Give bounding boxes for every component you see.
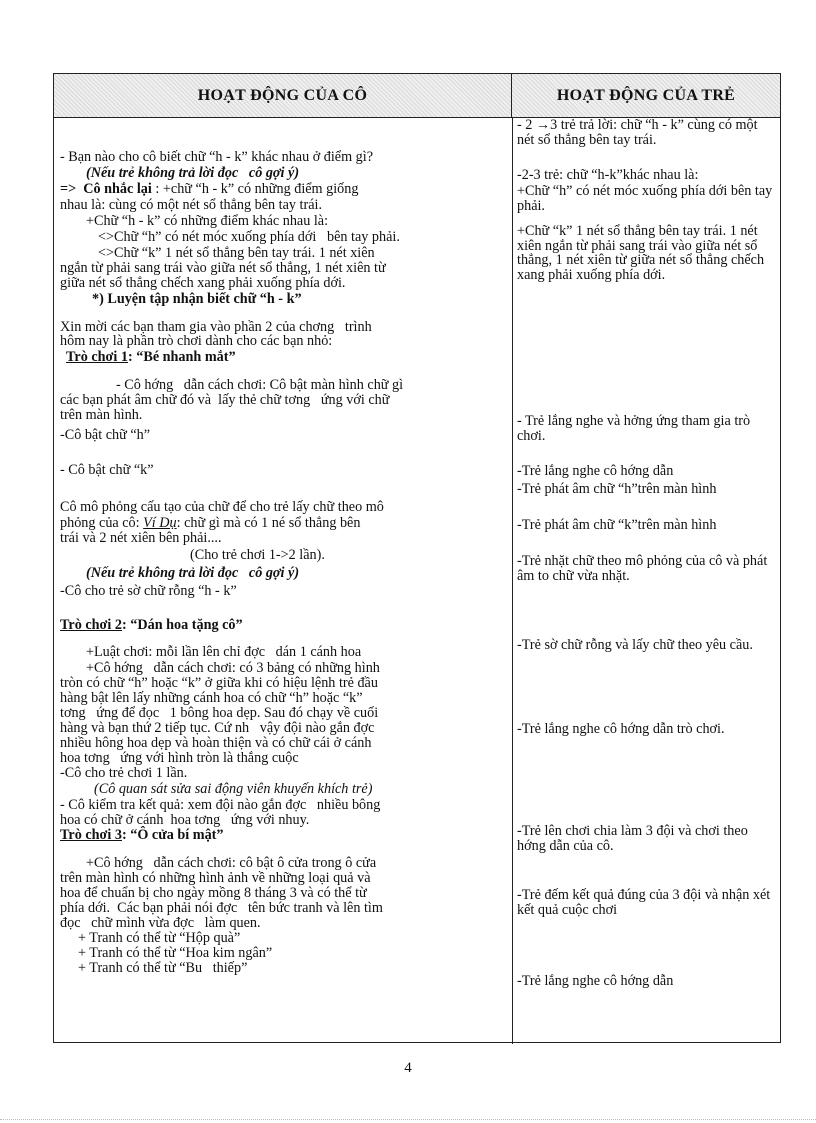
text-line: phía dới. Các bạn phải nói đợc tên bức tranh và lên tìm	[60, 900, 383, 916]
text-line: trên màn hình.	[60, 407, 143, 423]
text-line: <>Chữ “k” 1 nét sổ thẳng bên tay trái. 1 nét xiên	[98, 245, 375, 261]
text-line: trên màn hình có những hình ảnh về những loại quả và	[60, 870, 371, 886]
text-line: các bạn phát âm chữ đó và lấy thẻ chữ tơng ứng với chữ	[60, 392, 390, 408]
game-label: Trò chơi 1	[66, 349, 128, 365]
game-title	[60, 828, 224, 843]
text-line: hôm nay là phần trò chơi dành cho các bạn nhỏ:	[60, 333, 333, 349]
text-block: - 2 →3 trẻ trả lời: chữ “h - k” cùng có một nét sổ thẳng bên tay trái.	[517, 117, 758, 148]
text-span: phỏng của cô:	[60, 515, 144, 531]
table-header-row	[54, 74, 780, 118]
text-line: hoa để chuẩn bị cho ngày mồng 8 tháng 3 và có thể từ	[60, 885, 367, 901]
game-label: Trò chơi 3	[60, 827, 122, 843]
game-title	[66, 350, 236, 365]
header-child-activity: HOẠT ĐỘNG CỦA TRẺ	[556, 87, 736, 104]
text-line: giữa nét sổ thẳng chếch xang phải xuống phía dới.	[60, 275, 346, 291]
text-block: -Trẻ sờ chữ rỗng và lấy chữ theo yêu cầu.	[517, 637, 753, 653]
text-line: (Nếu trẻ không trả lời đọc cô gợi ý)	[86, 165, 300, 181]
text-line: +Chữ “h - k” có những điểm khác nhau là:	[86, 213, 329, 229]
text-block: -Trẻ lắng nghe cô hớng dẫn	[517, 973, 674, 989]
activity-table	[53, 73, 781, 1043]
column-divider	[512, 118, 513, 1044]
text-line: + Tranh có thể từ “Hộp quà”	[78, 930, 241, 946]
page-number: 4	[404, 1060, 412, 1076]
text-line: hàng bật lên lấy những cánh hoa có chữ “h” hoặc “k”	[60, 690, 363, 706]
text-line: hoa tơng ứng với hình tròn là thắng cuộc	[60, 750, 299, 766]
text-line: - Cô hớng dẫn cách chơi: Cô bật màn hình chữ gì	[116, 377, 404, 393]
text-line: + Tranh có thể từ “Bu thiếp”	[78, 960, 248, 976]
text-line: (Cô quan sát sửa sai động viên khuyến khích trẻ)	[94, 781, 373, 797]
text-block: -Trẻ lắng nghe cô hớng dẫn trò chơi.	[517, 721, 725, 737]
text-line: +Cô hớng dẫn cách chơi: có 3 bảng có những hình	[86, 660, 380, 676]
page-bottom-border	[0, 1119, 816, 1120]
text-line: - Cô kiểm tra kết quả: xem đội nào gắn đợc nhiều bông	[60, 797, 381, 813]
text-block: -Trẻ lắng nghe cô hớng dẫn	[517, 463, 674, 479]
text-line: tròn có chữ “h” hoặc “k” ở giữa khi có hiệu lệnh trẻ đầu	[60, 675, 378, 691]
game-name: : “Bé nhanh mắt”	[127, 349, 236, 365]
game-title	[60, 618, 243, 633]
text-line: - Bạn nào cho cô biết chữ “h - k” khác nhau ở điểm gì?	[60, 149, 374, 165]
text-block: +Chữ “k” 1 nét sổ thẳng bên tay trái. 1 nét xiên ngắn từ phải sang trái vào giữa nét sổ thẳng, 1 nét xiên từ giữa nét sổ thẳng chếch xang phải xuống phía dới.	[517, 223, 765, 283]
text-block: -Trẻ phát âm chữ “k”trên màn hình	[517, 517, 717, 533]
game-label: Trò chơi 2	[60, 617, 122, 633]
text-line	[60, 182, 358, 197]
text-line: (Nếu trẻ không trả lời đọc cô gợi ý)	[86, 565, 300, 581]
text-line: +Luật chơi: mỗi lần lên chỉ đợc dán 1 cánh hoa	[86, 644, 362, 660]
text-line: -Cô bật chữ “h”	[60, 427, 151, 443]
text-span: : +chữ “h - k” có những điểm giống	[151, 181, 359, 197]
text-block: -Trẻ phát âm chữ “h”trên màn hình	[517, 481, 717, 497]
text-span: : chữ gì mà có 1 né sổ thẳng bên	[176, 515, 361, 531]
text-line: <>Chữ “h” có nét móc xuống phía dới bên tay phải.	[98, 229, 400, 245]
section-heading: *) Luyện tập nhận biết chữ “h - k”	[92, 291, 302, 307]
text-line: Cô mô phỏng cấu tạo của chữ để cho trẻ lấy chữ theo mô	[60, 499, 384, 515]
game-name: : “Dán hoa tặng cô”	[121, 617, 243, 633]
text-line: trái và 2 nét xiên bên phải....	[60, 530, 222, 546]
emphasis-text: => Cô nhắc lại	[60, 181, 152, 197]
text-block: -Trẻ đếm kết quả đúng của 3 đội và nhận xét kết quả cuộc chơi	[517, 887, 771, 918]
text-line: -Cô cho trẻ chơi 1 lần.	[60, 765, 188, 781]
header-teacher-activity: HOẠT ĐỘNG CỦA CÔ	[54, 74, 512, 118]
text-line: hàng và bạn thứ 2 tiếp tục. Cứ nh vậy đội nào gắn đợc	[60, 720, 375, 736]
text-block: -Trẻ lên chơi chia làm 3 đội và chơi theo hớng dẫn của cô.	[517, 823, 748, 854]
text-line: ngắn từ phải sang trái vào giữa nét sổ thẳng, 1 nét xiên từ	[60, 260, 386, 276]
text-block: +Chữ “h” có nét móc xuống phía dới bên tay phải.	[517, 183, 773, 214]
text-line: nhau là: cùng có một nét sổ thẳng bên tay trái.	[60, 197, 323, 213]
text-line: hoa có chữ ở cánh hoa tơng ứng với nhuy.	[60, 812, 310, 828]
text-line: Xin mời các bạn tham gia vào phần 2 của chơng trình	[60, 319, 372, 335]
text-line: nhiều hông hoa dẹp và hoàn thiện và có chữ cái ở cánh	[60, 735, 372, 751]
text-block: -2-3 trẻ: chữ “h-k”khác nhau là:	[517, 167, 699, 183]
text-line	[60, 516, 360, 531]
text-line: tơng ứng để đọc 1 bông hoa dẹp. Sau đó chạy về cuối	[60, 705, 379, 721]
text-line: -Cô cho trẻ sờ chữ rỗng “h - k”	[60, 583, 237, 599]
text-line: - Cô bật chữ “k”	[60, 462, 154, 478]
example-label: Ví Dụ	[143, 515, 177, 531]
text-line: đọc chữ mình vừa đợc làm quen.	[60, 915, 261, 931]
text-line: + Tranh có thể từ “Hoa kim ngân”	[78, 945, 273, 961]
text-line: (Cho trẻ chơi 1->2 lần).	[190, 547, 325, 563]
text-line: +Cô hớng dẫn cách chơi: cô bật ô cửa trong ô cửa	[86, 855, 377, 871]
game-name: : “Ô cửa bí mật”	[121, 827, 224, 843]
text-block: - Trẻ lắng nghe và hởng ứng tham gia trò chơi.	[517, 413, 751, 444]
text-block: -Trẻ nhặt chữ theo mô phỏng của cô và phát âm to chữ vừa nhặt.	[517, 553, 768, 584]
